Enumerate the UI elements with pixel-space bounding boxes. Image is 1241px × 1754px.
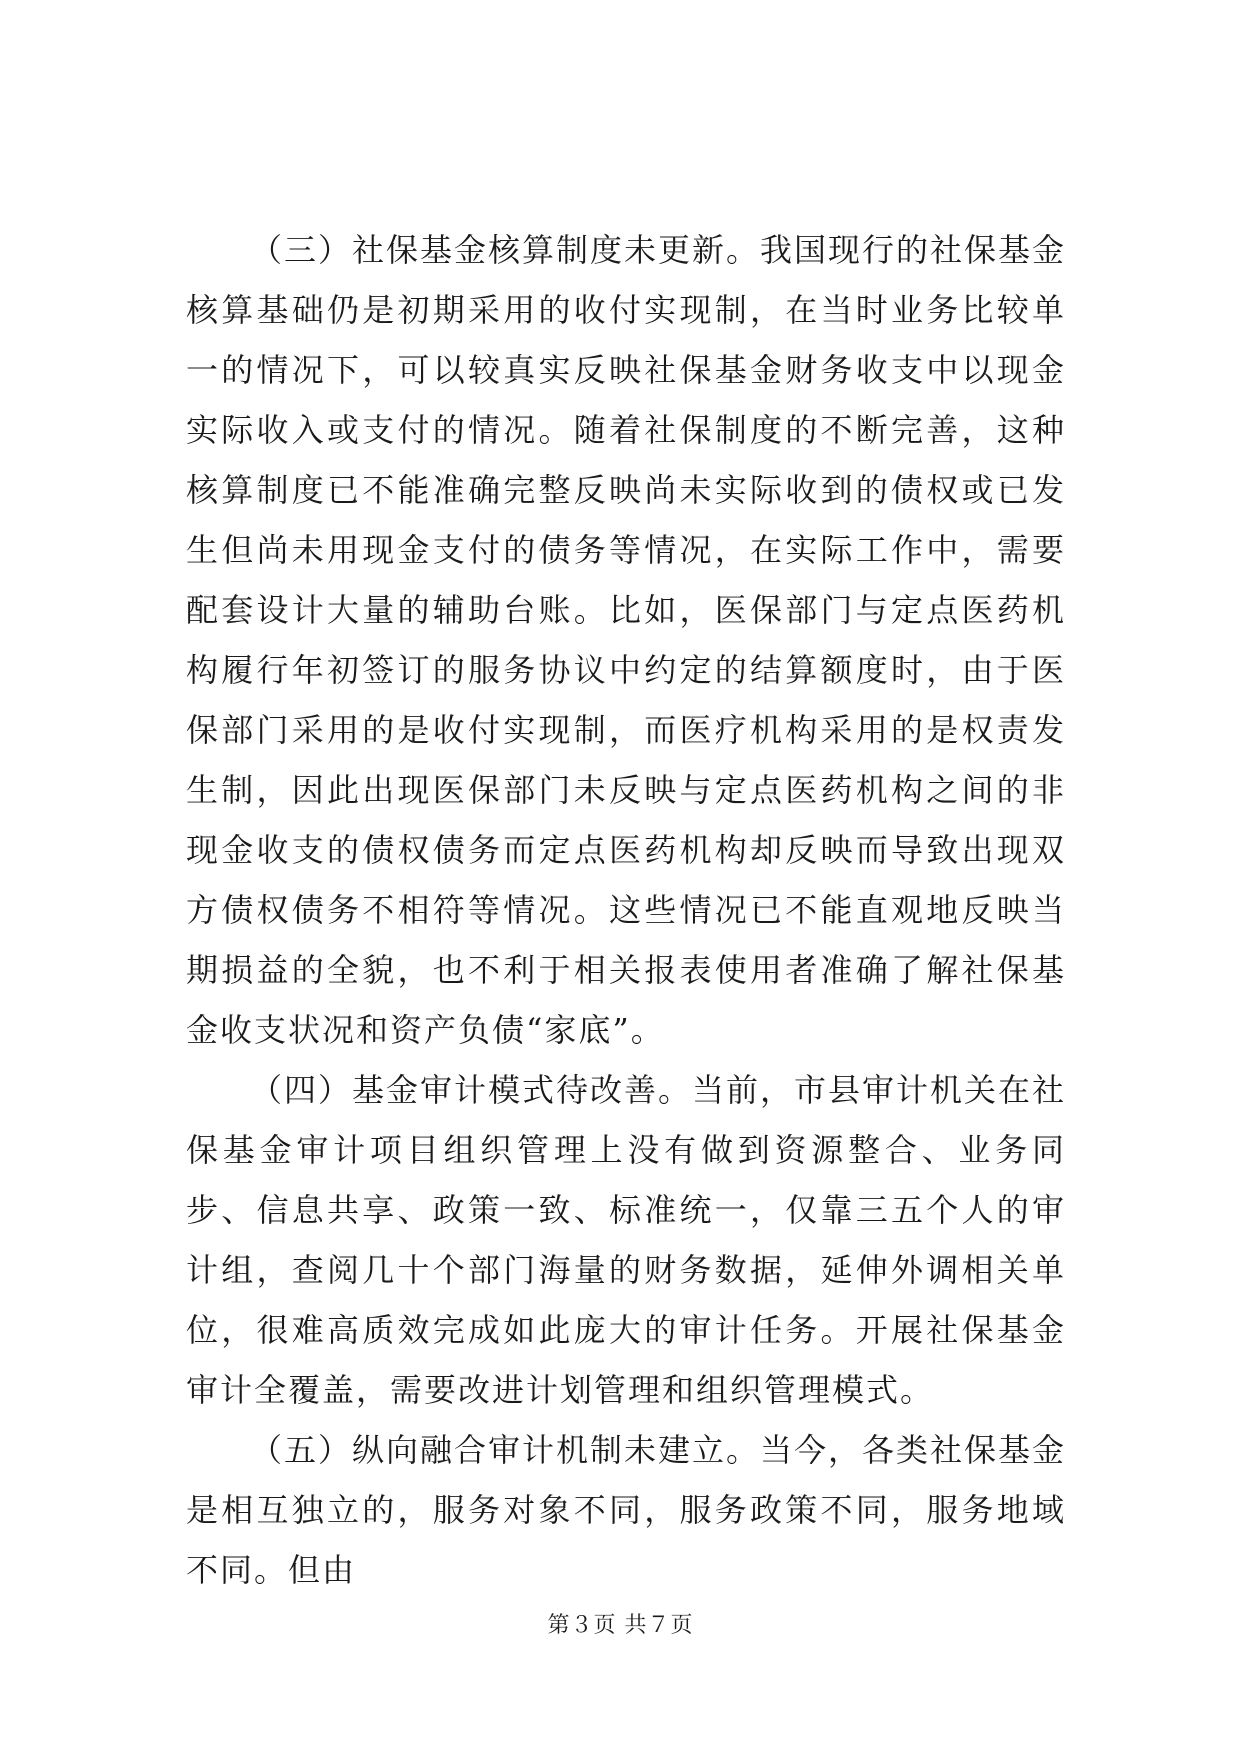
body-text bbox=[186, 220, 1066, 1600]
paragraph-section-4: （四）基金审计模式待改善。当前，市县审计机关在社保基金审计项目组织管理上没有做到资源整合、业务同步、信息共享、政策一致、标准统一，仅靠三五个人的审计组，查阅几十个部门海量的财务数据，延伸外调相关单位，很难高质效完成如此庞大的审计任务。开展社保基金审计全覆盖，需要改进计划管理和组织管理模式。 bbox=[186, 1071, 1067, 1409]
paragraph-section-3: （三）社保基金核算制度未更新。我国现行的社保基金核算基础仍是初期采用的收付实现制，在当时业务比较单一的情况下，可以较真实反映社保基金财务收支中以现金实际收入或支付的情况。随着社保制度的不断完善，这种核算制度已不能准确完整反映尚未实际收到的债权或已发生但尚未用现金支付的债务等情况，在实际工作中，需要配套设计大量的辅助台账。比如，医保部门与定点医药机构履行年初签订的服务协议中约定的结算额度时，由于医保部门采用的是收付实现制，而医疗机构采用的是权责发生制，因此出现医保部门未反映与定点医药机构之间的非现金收支的债权债务而定点医药机构却反映而导致出现双方债权债务不相符等情况。这些情况已不能直观地反映当期损益的全貌，也不利于相关报表使用者准确了解社保基金收支状况和资产负债“家底”。 bbox=[186, 231, 1067, 1049]
page-number-footer: 第３页 共７页 bbox=[547, 1613, 694, 1638]
paragraph-section-5: （五）纵向融合审计机制未建立。当今，各类社保基金是相互独立的，服务对象不同，服务政策不同，服务地域不同。但由 bbox=[186, 1431, 1067, 1589]
